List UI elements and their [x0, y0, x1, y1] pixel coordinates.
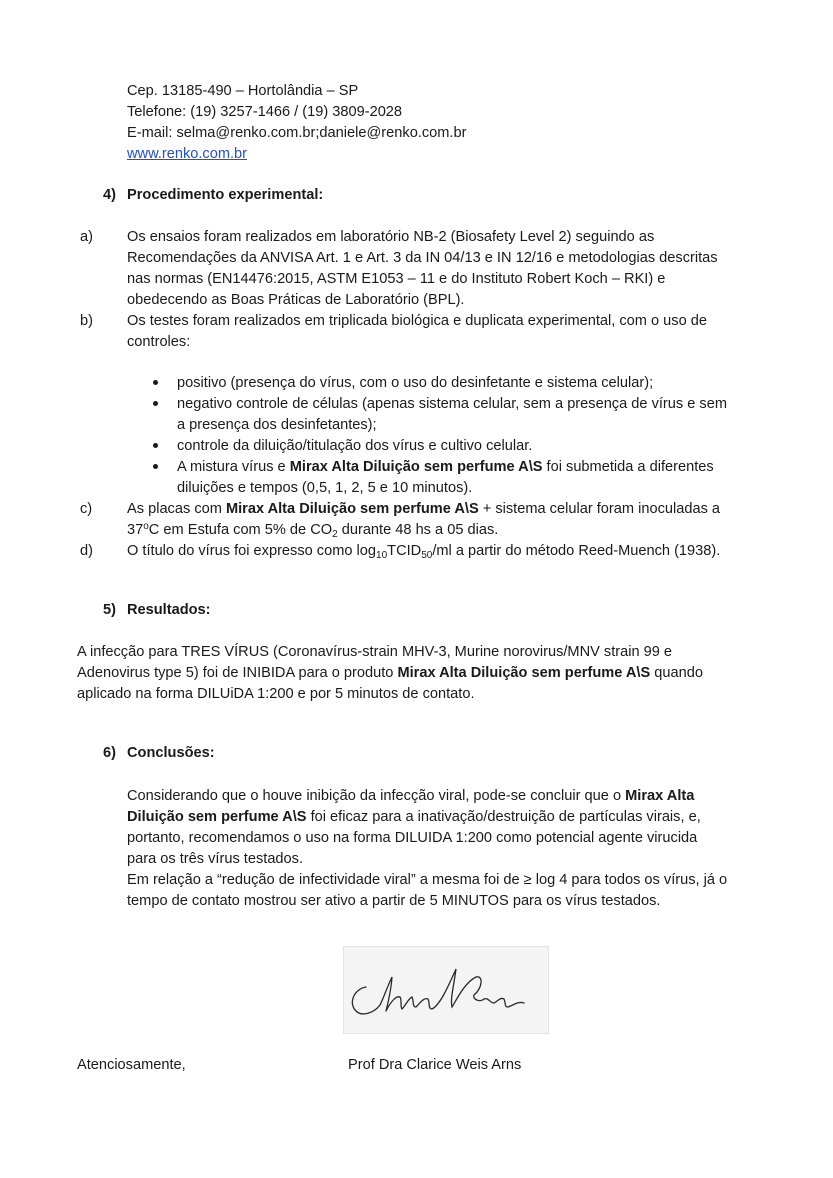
- website-link[interactable]: www.renko.com.br: [127, 146, 248, 162]
- results-line: aplicado na forma DILUiDA 1:200 e por 5 minutos de contato.: [77, 686, 475, 702]
- signer-name: Prof Dra Clarice Weis Arns: [348, 1057, 522, 1073]
- item-a-marker: a): [80, 229, 93, 245]
- product-name: Mirax Alta Diluição sem perfume A\S: [225, 501, 479, 517]
- bullet-text: A mistura vírus e Mirax Alta Diluição sem perfume A\S foi submetida a diferentes: [177, 459, 714, 475]
- product-name: Mirax Alta Diluição sem perfume A\S: [397, 665, 651, 681]
- results-line: Adenovirus type 5) foi de INIBIDA para o produto Mirax Alta Diluição sem perfume A\S quando: [77, 665, 703, 681]
- bullet-icon: [153, 401, 158, 406]
- conclusion-line: Considerando que o houve inibição da infecção viral, pode-se concluir que o Mirax Alta: [127, 788, 695, 804]
- item-a-line: Os ensaios foram realizados em laboratório NB-2 (Biosafety Level 2) seguindo as: [127, 229, 655, 245]
- conclusion-line: para os três vírus testados.: [127, 851, 304, 867]
- conclusion-line: portanto, recomendamos o uso na forma DILUIDA 1:200 como potencial agente virucida: [127, 830, 698, 846]
- item-a-line: obedecendo as Boas Práticas de Laboratório (BPL).: [127, 292, 465, 308]
- conclusion-line: Diluição sem perfume A\S foi eficaz para a inativação/destruição de partículas virais, e,: [127, 809, 701, 825]
- section-6-number: 6): [103, 745, 116, 761]
- address-cep: Cep. 13185-490 – Hortolândia – SP: [127, 83, 359, 99]
- bullet-icon: [153, 443, 158, 448]
- bullet-text: diluições e tempos (0,5, 1, 2, 5 e 10 minutos).: [177, 480, 473, 496]
- signature-image: [343, 946, 549, 1034]
- salutation: Atenciosamente,: [77, 1057, 186, 1073]
- section-4-title: Procedimento experimental:: [127, 187, 324, 203]
- section-5-number: 5): [103, 602, 116, 618]
- bullet-text: negativo controle de células (apenas sistema celular, sem a presença de vírus e sem: [177, 396, 727, 412]
- phone-line: Telefone: (19) 3257-1466 / (19) 3809-2028: [127, 104, 403, 120]
- results-line: A infecção para TRES VÍRUS (Coronavírus-strain MHV-3, Murine norovirus/MNV strain 99 e: [77, 644, 673, 660]
- item-c-line: As placas com Mirax Alta Diluição sem perfume A\S + sistema celular foram inoculadas a: [127, 501, 721, 517]
- item-b-marker: b): [80, 313, 93, 329]
- item-b-line: controles:: [127, 334, 191, 350]
- conclusion-line: Em relação a “redução de infectividade viral” a mesma foi de ≥ log 4 para todos os vírus, já o: [127, 872, 728, 888]
- item-a-line: Recomendações da ANVISA Art. 1 e Art. 3 da IN 04/13 e IN 12/16 e metodologias descritas: [127, 250, 718, 266]
- product-name: Mirax Alta Diluição sem perfume A\S: [289, 459, 543, 475]
- email-line: E-mail: selma@renko.com.br;daniele@renko.com.br: [127, 125, 467, 141]
- section-6-title: Conclusões:: [127, 745, 215, 761]
- item-b-line: Os testes foram realizados em triplicada biológica e duplicata experimental, com o uso de: [127, 313, 707, 329]
- item-d-line: O título do vírus foi expresso como $\log_{10}TCID_{50}/ml$ a partir do método Reed-Muench (1938).: [127, 543, 721, 561]
- signature-drawing: [344, 947, 548, 1033]
- item-d-marker: d): [80, 543, 93, 559]
- bullet-text: controle da diluição/titulação dos vírus e cultivo celular.: [177, 438, 533, 454]
- section-5-title: Resultados:: [127, 602, 211, 618]
- product-name: Diluição sem perfume A\S: [127, 809, 307, 825]
- bullet-icon: [153, 464, 158, 469]
- item-c-marker: c): [80, 501, 93, 517]
- bullet-icon: [153, 380, 158, 385]
- conclusion-line: tempo de contato mostrou ser ativo a partir de 5 MINUTOS para os vírus testados.: [127, 893, 661, 909]
- bullet-text: positivo (presença do vírus, com o uso do desinfetante e sistema celular);: [177, 375, 654, 391]
- section-4-number: 4): [103, 187, 116, 203]
- bullet-text: a presença dos desinfetantes);: [177, 417, 377, 433]
- item-a-line: nas normas (EN14476:2015, ASTM E1053 – 11 e do Instituto Robert Koch – RKI) e: [127, 271, 666, 287]
- product-name: Mirax Alta: [625, 788, 695, 804]
- item-c-line: 37$^o$C em Estufa com 5% de $CO_2$ durante 48 hs a 05 dias.: [127, 521, 499, 540]
